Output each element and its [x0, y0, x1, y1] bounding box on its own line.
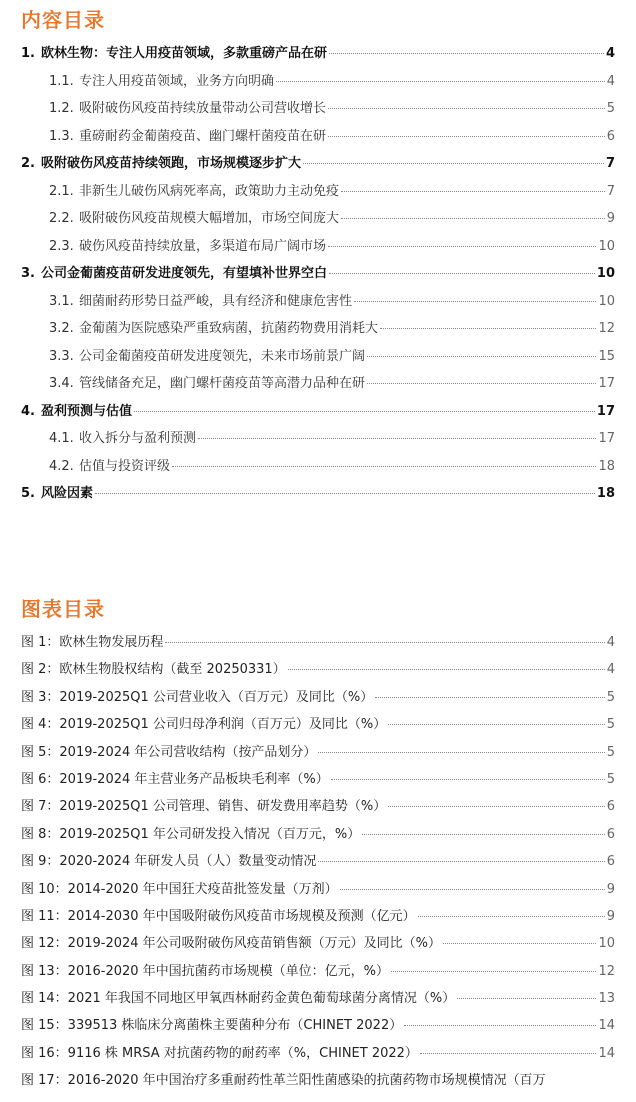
toc-entry-number: 3.4. [49, 376, 74, 391]
toc-entry-title: 吸附破伤风疫苗持续放量带动公司营收增长 [79, 101, 327, 116]
toc-entry-number: 1.3. [49, 128, 74, 144]
toc-heading: 内容目录 [21, 8, 105, 32]
toc-entry-number: 3.1. [49, 293, 74, 309]
toc-entry-title: 欧林生物：专注人用疫苗领域，多款重磅产品在研 [41, 46, 328, 61]
toc-section-entry[interactable] [0, 123, 636, 151]
dot-leader [288, 669, 605, 670]
figure-entry-page: 6 [606, 854, 615, 870]
figure-entry-title: 图 13：2016-2020 年中国抗菌药市场规模（单位：亿元，%） [21, 963, 390, 979]
dot-leader [391, 971, 596, 972]
toc-section-entry[interactable] [0, 68, 636, 96]
toc-entry-title: 破伤风疫苗持续放量，多渠道布局广阔市场 [79, 238, 327, 254]
figure-entry-page: 5 [606, 771, 615, 787]
dot-leader [388, 806, 604, 807]
dot-leader [328, 108, 605, 109]
toc-entry-page: 7 [605, 156, 615, 171]
figure-entry-title: 图 10：2014-2020 年中国狂犬疫苗批签发量（万剂） [21, 881, 338, 897]
dot-leader [328, 136, 605, 137]
figure-entry-title: 图 12：2019-2024 年公司吸附破伤风疫苗销售额（万元）及同比（%） [21, 936, 442, 952]
dot-leader [276, 81, 605, 82]
dot-leader [341, 191, 605, 192]
toc-entry-page: 10 [598, 293, 615, 309]
dot-leader [367, 356, 596, 357]
toc-entry-title: 重磅耐药金葡菌疫苗、幽门螺杆菌疫苗在研 [79, 128, 327, 144]
dot-leader [318, 752, 604, 753]
toc-chapter-entry[interactable] [0, 260, 636, 288]
figure-entry[interactable] [0, 985, 636, 1012]
toc-entry-number: 3.2. [49, 321, 74, 336]
figure-entry-title: 图 6：2019-2024 年主营业务产品板块毛利率（%） [21, 771, 329, 787]
figure-entry[interactable] [0, 930, 636, 957]
dot-leader [134, 411, 595, 412]
figure-entry-title: 图 2：欧林生物股权结构（截至 20250331） [21, 662, 286, 678]
toc-entry-page: 12 [598, 321, 615, 336]
toc-section-entry[interactable] [0, 315, 636, 343]
toc-entry-title: 公司金葡菌疫苗研发进度领先，未来市场前景广阔 [79, 348, 366, 364]
toc-entry-page: 17 [598, 376, 615, 391]
toc-section-entry[interactable] [0, 95, 636, 123]
figure-entry-page: 4 [606, 635, 615, 650]
dot-leader [367, 383, 596, 384]
toc-entry-title: 公司金葡菌疫苗研发进度领先，有望填补世界空白 [41, 266, 328, 281]
figure-list-heading: 图表目录 [21, 597, 105, 621]
toc-entry-page: 9 [606, 211, 615, 226]
toc-entry-page: 17 [598, 431, 615, 446]
figure-entry-page: 6 [606, 799, 615, 815]
figure-entry[interactable] [0, 1012, 636, 1039]
figure-entry-title: 图 15：339513 株临床分离菌株主要菌种分布（CHINET 2022） [21, 1018, 403, 1034]
toc-entry-title: 收入拆分与盈利预测 [79, 431, 197, 446]
figure-entry-title: 图 5：2019-2024 年公司营收结构（按产品划分） [21, 744, 317, 760]
dot-leader [198, 438, 596, 439]
dot-leader [328, 246, 596, 247]
toc-chapter-entry[interactable] [0, 398, 636, 426]
toc-entry-title: 细菌耐药形势日益严峻，具有经济和健康危害性 [79, 293, 353, 309]
toc-section-entry[interactable] [0, 205, 636, 233]
dot-leader [172, 466, 596, 467]
toc-entry-number: 4. [21, 403, 35, 419]
figure-entry-page: 5 [606, 689, 615, 705]
toc-entry-page: 6 [606, 128, 615, 144]
toc-entry-page: 7 [606, 183, 615, 199]
figure-entry-page: 4 [606, 662, 615, 678]
dot-leader [318, 861, 604, 862]
toc-entry-title: 专注人用疫苗领域，业务方向明确 [79, 73, 275, 89]
toc-entry-page: 4 [606, 73, 615, 89]
figure-entry-page: 13 [598, 991, 615, 1007]
figure-entry[interactable] [0, 958, 636, 985]
toc-entry-page: 10 [596, 266, 615, 281]
figure-entry-page: 10 [598, 936, 615, 952]
figure-entry-page: 6 [606, 826, 615, 842]
toc-chapter-entry[interactable] [0, 150, 636, 178]
toc-entry-title: 非新生儿破伤风病死率高，政策助力主动免疫 [79, 183, 340, 199]
dot-leader [340, 889, 605, 890]
dot-leader [329, 273, 595, 274]
figure-entry[interactable] [0, 848, 636, 875]
toc-section-entry[interactable] [0, 343, 636, 371]
toc-entry-title: 吸附破伤风疫苗持续领跑，市场规模逐步扩大 [41, 156, 302, 171]
figure-entry[interactable] [0, 793, 636, 820]
figure-entry-title: 图 8：2019-2025Q1 年公司研发投入情况（百万元，%） [21, 826, 361, 842]
figure-entry-title: 图 11：2014-2030 年中国吸附破伤风疫苗市场规模及预测（亿元） [21, 908, 416, 924]
figure-entry-title: 图 9：2020-2024 年研发人员（人）数量变动情况 [21, 854, 317, 870]
toc-section-entry[interactable] [0, 233, 636, 261]
toc-entry-number: 2. [21, 156, 35, 171]
toc-entry-title: 吸附破伤风疫苗规模大幅增加，市场空间庞大 [79, 211, 340, 226]
toc-entry-page: 18 [596, 486, 615, 501]
toc-entry-number: 2.3. [49, 238, 74, 254]
toc-entry-page: 18 [598, 458, 615, 474]
toc-entry-number: 4.1. [49, 431, 74, 446]
dot-leader [420, 1053, 597, 1054]
figure-entry[interactable] [0, 1040, 636, 1067]
toc-section-entry[interactable] [0, 370, 636, 398]
toc-section-entry[interactable] [0, 453, 636, 481]
figure-entry[interactable] [0, 766, 636, 793]
dot-leader [95, 493, 595, 494]
toc-section-entry[interactable] [0, 288, 636, 316]
dot-leader [443, 943, 596, 944]
figure-entry-page: 12 [598, 963, 615, 979]
figure-entry[interactable] [0, 1067, 636, 1094]
toc-entry-number: 1.1. [49, 73, 74, 89]
toc-entry-page: 15 [598, 348, 615, 364]
dot-leader [380, 328, 596, 329]
toc-entry-page: 17 [596, 403, 615, 419]
toc-entry-page: 4 [605, 46, 615, 61]
dot-leader [362, 834, 604, 835]
dot-leader [388, 724, 604, 725]
toc-entry-title: 估值与投资评级 [79, 458, 171, 474]
figure-entry-title: 图 16：9116 株 MRSA 对抗菌药物的耐药率（%，CHINET 2022） [21, 1045, 418, 1061]
dot-leader [354, 301, 596, 302]
toc-list [0, 40, 636, 508]
figure-entry-title: 图 1：欧林生物发展历程 [21, 635, 164, 650]
toc-chapter-entry[interactable] [0, 480, 636, 508]
figure-entry-title: 图 4：2019-2025Q1 公司归母净利润（百万元）及同比（%） [21, 717, 387, 733]
dot-leader [457, 998, 596, 999]
figure-entry-page: 9 [606, 881, 615, 897]
toc-section-entry[interactable] [0, 178, 636, 206]
figure-entry-page: 14 [598, 1045, 615, 1061]
figure-entry[interactable] [0, 903, 636, 930]
toc-entry-title: 金葡菌为医院感染严重致病菌，抗菌药物费用消耗大 [79, 321, 379, 336]
figure-entry[interactable] [0, 629, 636, 656]
figure-entry[interactable] [0, 656, 636, 683]
figure-entry[interactable] [0, 739, 636, 766]
figure-entry-title: 图 3：2019-2025Q1 公司营业收入（百万元）及同比（%） [21, 689, 374, 705]
toc-chapter-entry[interactable] [0, 40, 636, 68]
figure-entry-title: 图 7：2019-2025Q1 公司管理、销售、研发费用率趋势（%） [21, 799, 387, 815]
toc-entry-number: 3. [21, 266, 35, 281]
dot-leader [165, 642, 604, 643]
toc-entry-title: 盈利预测与估值 [41, 403, 133, 419]
figure-list [0, 629, 636, 1095]
figure-entry[interactable] [0, 821, 636, 848]
toc-entry-title: 管线储备充足，幽门螺杆菌疫苗等高潜力品种在研 [79, 376, 366, 391]
toc-entry-number: 4.2. [49, 458, 74, 474]
figure-entry-page: 5 [606, 744, 615, 760]
figure-entry[interactable] [0, 684, 636, 711]
toc-entry-number: 5. [21, 486, 35, 501]
toc-entry-number: 2.2. [49, 211, 74, 226]
dot-leader [331, 779, 605, 780]
toc-entry-page: 5 [606, 101, 615, 116]
dot-leader [303, 163, 604, 164]
toc-entry-number: 1. [21, 46, 35, 61]
toc-entry-page: 10 [598, 238, 615, 254]
dot-leader [329, 53, 604, 54]
figure-entry-title: 图 14：2021 年我国不同地区甲氧西林耐药金黄色葡萄球菌分离情况（%） [21, 991, 456, 1007]
dot-leader [341, 218, 605, 219]
figure-entry-page: 5 [606, 717, 615, 733]
toc-entry-title: 风险因素 [41, 486, 94, 501]
figure-entry[interactable] [0, 876, 636, 903]
dot-leader [375, 697, 604, 698]
toc-entry-number: 2.1. [49, 183, 74, 199]
figure-entry-page: 9 [606, 908, 615, 924]
dot-leader [418, 916, 605, 917]
figure-entry-page: 14 [598, 1018, 615, 1034]
figure-entry[interactable] [0, 711, 636, 738]
figure-entry-title: 图 17：2016-2020 年中国治疗多重耐药性革兰阳性菌感染的抗菌药物市场规模情况（百万 [21, 1073, 546, 1089]
toc-entry-number: 3.3. [49, 348, 74, 364]
dot-leader [404, 1025, 596, 1026]
toc-entry-number: 1.2. [49, 101, 74, 116]
toc-section-entry[interactable] [0, 425, 636, 453]
